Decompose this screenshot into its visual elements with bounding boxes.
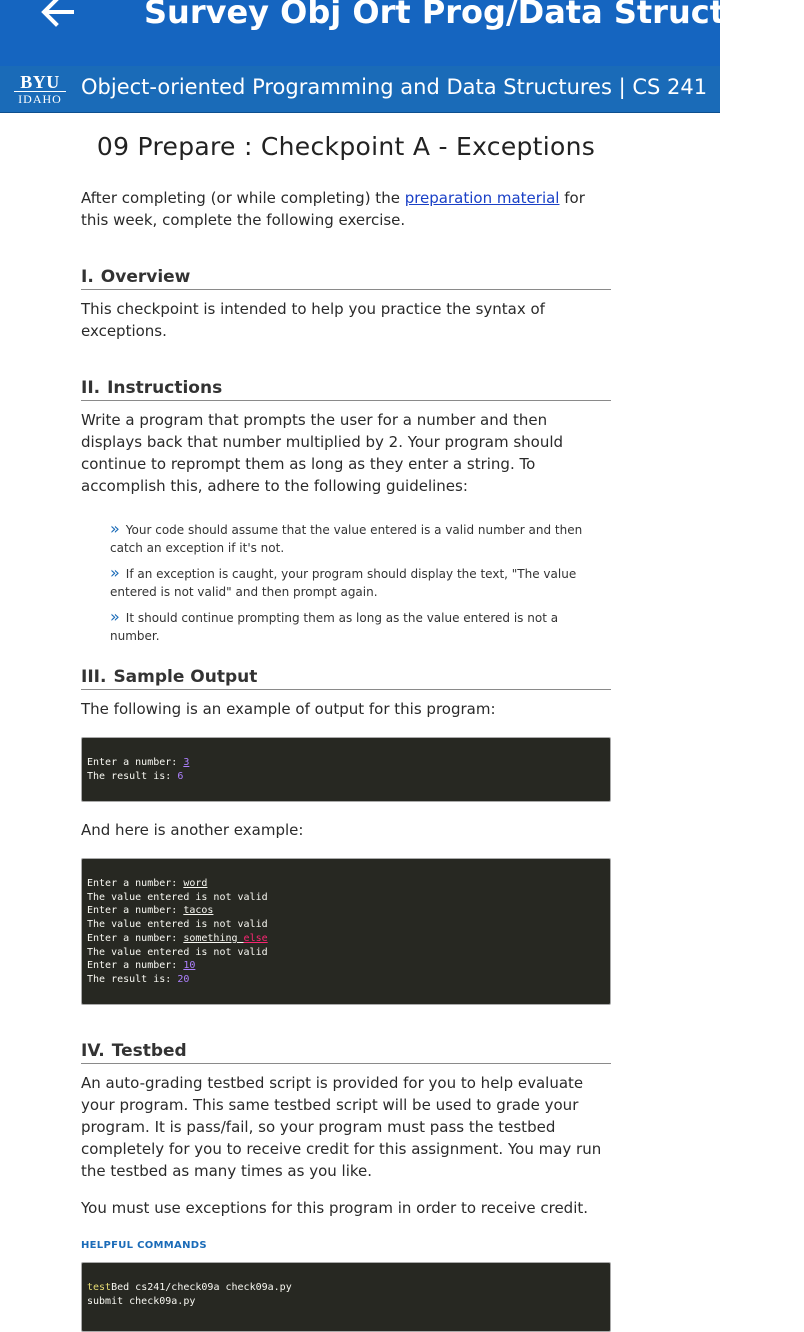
testbed-heading	[81, 1041, 611, 1064]
bullet-icon: »	[110, 607, 120, 626]
section-number: I.	[81, 267, 94, 287]
code-input: word	[183, 878, 208, 889]
code-prompt: Enter a number:	[87, 757, 184, 768]
guidelines-list	[81, 520, 611, 645]
guideline-text: If an exception is caught, your program should display the text, "The value entered is not valid" and then prompt again.	[110, 567, 577, 599]
code-prompt: Enter a number:	[87, 960, 184, 972]
section-title: Instructions	[107, 378, 223, 398]
list-item	[110, 564, 611, 601]
section-number: II.	[81, 378, 101, 398]
code-command-keyword: test	[87, 1282, 112, 1293]
page-content	[81, 113, 611, 1332]
section-number: IV.	[81, 1041, 105, 1061]
section-number: III.	[81, 667, 107, 687]
helpful-commands-label: HELPFUL COMMANDS	[81, 1240, 207, 1251]
instructions-heading	[81, 378, 611, 401]
code-input: something	[183, 932, 238, 944]
code-input: 3	[183, 757, 190, 768]
code-block-commands	[81, 1262, 611, 1332]
code-command: submit check09a.py	[87, 1295, 196, 1307]
intro-text-before: After completing (or while completing) the	[81, 189, 405, 207]
instructions-text: Write a program that prompts the user for a number and then displays back that number multiplied by 2. Your program should continue to reprompt them as long as they enter a string. To accomplish this, adhere to the following guidelines:	[81, 411, 564, 495]
guideline-text: It should continue prompting them as long as the value entered is not a number.	[110, 611, 559, 643]
code-invalid: The value entered is not valid	[87, 946, 268, 958]
section-title: Overview	[100, 267, 191, 287]
byu-idaho-logo[interactable]	[14, 74, 66, 106]
code-prompt: Enter a number:	[87, 932, 184, 944]
code-block-example-1	[81, 737, 611, 802]
overview-text: This checkpoint is intended to help you practice the syntax of exceptions.	[81, 300, 545, 340]
code-result-label: The result is:	[87, 973, 178, 985]
app-title: Survey Obj Ort Prog/Data Structures	[144, 0, 804, 31]
code-input-keyword: else	[243, 932, 268, 944]
bullet-icon: »	[110, 563, 120, 582]
arrow-left-icon[interactable]	[36, 0, 80, 34]
course-header	[0, 66, 720, 113]
list-item	[110, 608, 611, 645]
app-bar	[0, 0, 804, 66]
code-input: tacos	[183, 905, 214, 917]
logo-line2: IDAHO	[14, 91, 66, 106]
preparation-material-link[interactable]: preparation material	[404, 189, 560, 207]
course-title[interactable]: Object-oriented Programming and Data Structures | CS 241	[81, 75, 708, 99]
code-invalid: The value entered is not valid	[87, 919, 268, 931]
overview-heading	[81, 267, 611, 290]
code-input: 10	[183, 960, 196, 972]
another-example-text: And here is another example:	[81, 821, 304, 839]
code-invalid: The value entered is not valid	[87, 891, 268, 903]
testbed-text: An auto-grading testbed script is provided for you to help evaluate your program. This same testbed script will be used to grade your program. It is pass/fail, so your program must pass the testbed completely for you to receive credit for this assignment. You may run the testbed as many times as you like.	[81, 1074, 602, 1180]
code-command: Bed cs241/check09a check09a.py	[111, 1282, 292, 1293]
code-block-example-2	[81, 858, 611, 1005]
code-result-label: The result is:	[87, 770, 178, 782]
code-result: 6	[177, 770, 184, 782]
page-title: 09 Prepare : Checkpoint A - Exceptions	[96, 132, 596, 161]
intro-paragraph	[81, 187, 611, 231]
list-item	[110, 520, 611, 557]
code-prompt: Enter a number:	[87, 905, 184, 917]
section-title: Sample Output	[113, 667, 258, 687]
sample-output-heading	[81, 667, 611, 690]
exceptions-requirement-text: You must use exceptions for this program in order to receive credit.	[81, 1199, 589, 1217]
intro-text-after: for this week, complete the following exercise.	[81, 189, 585, 229]
code-prompt: Enter a number:	[87, 878, 184, 889]
sample-output-text: The following is an example of output for this program:	[81, 700, 496, 718]
bullet-icon: »	[110, 519, 120, 538]
logo-line1: BYU	[20, 72, 60, 92]
section-title: Testbed	[111, 1041, 187, 1061]
guideline-text: Your code should assume that the value entered is a valid number and then catch an exception if it's not.	[110, 523, 583, 555]
code-result: 20	[177, 973, 190, 985]
